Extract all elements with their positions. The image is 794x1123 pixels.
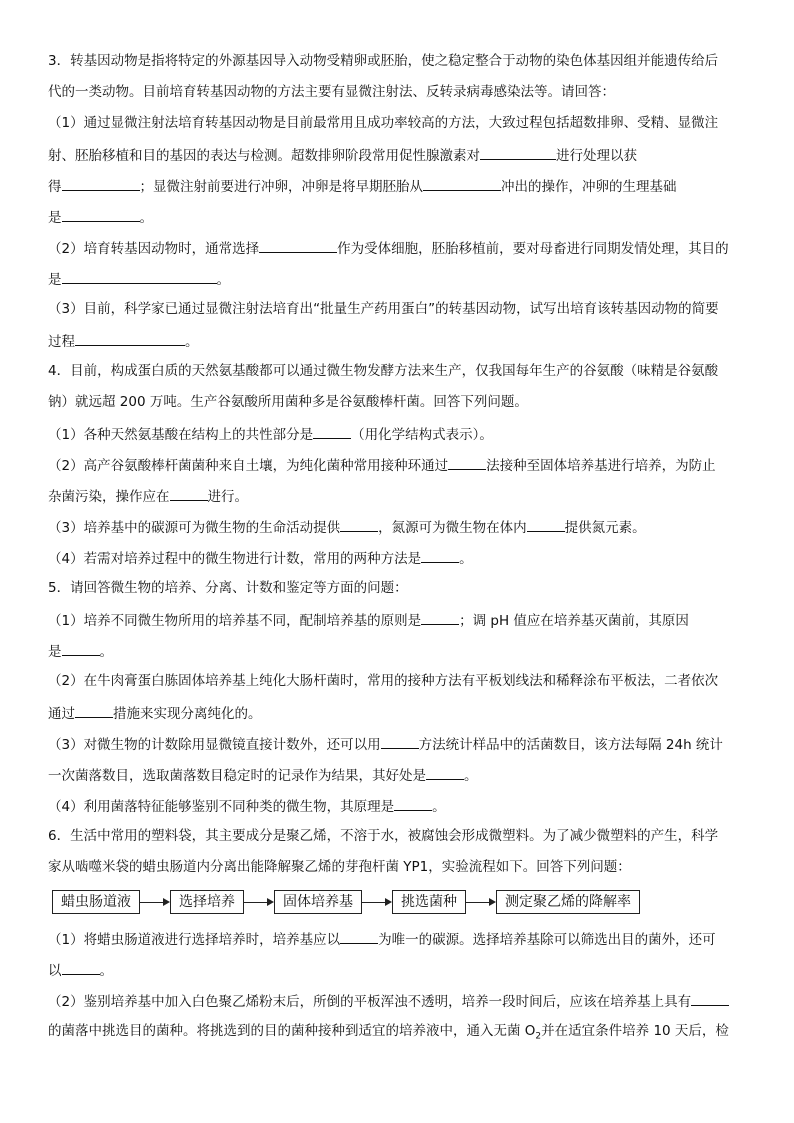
experiment-flowchart: [52, 889, 754, 915]
answer-blank[interactable]: [480, 145, 556, 160]
q5-line-3: [48, 641, 754, 660]
q3-line-9: （3）目前，科学家已通过显微注射法培育出“批量生产药用蛋白”的转基因动物，试写出培育该转基因动物的简要: [48, 301, 719, 317]
q4-line-5: [48, 486, 754, 505]
answer-blank[interactable]: [394, 796, 432, 811]
text: 射、胚胎移植和目的基因的表达与检测。超数排卵阶段常用促性腺激素对: [48, 148, 480, 164]
text: 一次菌落数目，选取菌落数目稳定时的记录作为结果，其好处是: [48, 768, 426, 784]
text: 的菌落中挑选目的菌种。将挑选到的目的菌种接种到适宜的培养液中，通入无菌 O: [48, 1023, 536, 1039]
text: 。: [459, 551, 473, 567]
text: ，氮源可为微生物在体内: [378, 520, 527, 536]
arrow-icon: [140, 898, 170, 906]
flow-step-3: 固体培养基: [274, 890, 362, 914]
text: 是: [48, 210, 62, 226]
q5-line-6: [48, 734, 754, 753]
text: （2）高产谷氨酸棒杆菌菌种来自土壤，为纯化菌种常用接种环通过: [48, 458, 449, 474]
answer-blank[interactable]: [448, 455, 486, 470]
q3-line-6: [48, 207, 754, 226]
text: （2）培育转基因动物时，通常选择: [48, 241, 260, 257]
text: 以: [48, 963, 62, 979]
q4-line-6: [48, 517, 754, 536]
q6-line-4: [48, 960, 754, 979]
text: 是: [48, 272, 62, 288]
flow-step-1: 蜡虫肠道液: [52, 890, 140, 914]
q5-line-5: [48, 703, 754, 722]
text: 过程: [48, 334, 75, 350]
text: （1）培养不同微生物所用的培养基不同，配制培养基的原则是: [48, 613, 422, 629]
text: 是: [48, 644, 62, 660]
q6-line-6: [48, 1022, 754, 1041]
text: （3）培养基中的碳源可为微生物的生命活动提供: [48, 520, 341, 536]
q6-line-3: [48, 929, 754, 948]
text: 。: [99, 644, 113, 660]
arrow-icon: [466, 898, 496, 906]
q4-line-2: 钠）就远超 200 万吨。生产谷氨酸所用菌种多是谷氨酸棒杆菌。回答下列问题。: [48, 394, 528, 410]
text: （用化学结构式表示）。: [351, 427, 493, 443]
q5-line-7: [48, 765, 754, 784]
answer-blank[interactable]: [313, 424, 351, 439]
arrow-icon: [244, 898, 274, 906]
answer-blank[interactable]: [340, 517, 378, 532]
text: 。: [139, 210, 153, 226]
q5-line-8: [48, 796, 754, 815]
text: ；显微注射前要进行冲卵，冲卵是将早期胚胎从: [139, 179, 423, 195]
text: 。: [432, 799, 446, 815]
answer-blank[interactable]: [62, 269, 217, 284]
arrow-icon: [362, 898, 392, 906]
text: 法接种至固体培养基进行培养，为防止: [486, 458, 716, 474]
text: 。: [99, 963, 113, 979]
answer-blank[interactable]: [381, 734, 419, 749]
text: 通过: [48, 706, 75, 722]
text: 提供氮元素。: [564, 520, 646, 536]
q3-line-5: [48, 176, 754, 195]
q3-line-7: [48, 238, 754, 257]
document-page: [48, 52, 754, 1053]
text: 杂菌污染，操作应在: [48, 489, 170, 505]
q5-line-1: 5．请回答微生物的培养、分离、计数和鉴定等方面的问题：: [48, 580, 408, 596]
answer-blank[interactable]: [259, 238, 337, 253]
answer-blank[interactable]: [75, 331, 185, 346]
text: 得: [48, 179, 62, 195]
text: ；调 pH 值应在培养基灭菌前，其原因: [459, 613, 689, 629]
answer-blank[interactable]: [421, 548, 459, 563]
q3-line-1: 3．转基因动物是指将特定的外源基因导入动物受精卵或胚胎，使之稳定整合于动物的染色体基因组并能遗传给后: [48, 53, 719, 69]
q4-line-1: 4．目前，构成蛋白质的天然氨基酸都可以通过微生物发酵方法来生产，仅我国每年生产的谷氨酸（味精是谷氨酸: [48, 363, 719, 379]
q6-line-2: 家从啮噬米袋的蜡虫肠道内分离出能降解聚乙烯的芽孢杆菌 YP1，实验流程如下。回答下列问题：: [48, 859, 631, 875]
answer-blank[interactable]: [340, 929, 378, 944]
text: （4）利用菌落特征能够鉴别不同种类的微生物，其原理是: [48, 799, 395, 815]
text: 并在适宜条件培养 10 天后，检: [541, 1023, 729, 1039]
text: 冲出的操作，冲卵的生理基础: [501, 179, 677, 195]
q3-line-8: [48, 269, 754, 288]
flow-step-5: 测定聚乙烯的降解率: [496, 890, 640, 914]
text: 为唯一的碳源。选择培养基除可以筛选出目的菌外，还可: [378, 932, 716, 948]
text: （2）鉴别培养基中加入白色聚乙烯粉末后，所倒的平板浑浊不透明，培养一段时间后，应该在培养基上具有: [48, 994, 692, 1010]
text: （4）若需对培养过程中的微生物进行计数，常用的两种方法是: [48, 551, 422, 567]
q6-line-1: 6．生活中常用的塑料袋，其主要成分是聚乙烯，不溶于水，被腐蚀会形成微塑料。为了减少微塑料的产生，科学: [48, 828, 719, 844]
answer-blank[interactable]: [62, 207, 140, 222]
text: 。: [464, 768, 478, 784]
q3-line-10: [48, 331, 754, 350]
answer-blank[interactable]: [62, 960, 100, 975]
answer-blank[interactable]: [691, 991, 729, 1006]
q3-line-3: （1）通过显微注射法培育转基因动物是目前最常用且成功率较高的方法，大致过程包括超数排卵、受精、显微注: [48, 115, 719, 131]
text: （3）对微生物的计数除用显微镜直接计数外，还可以用: [48, 737, 381, 753]
text: 方法统计样品中的活菌数目，该方法每隔 24h 统计: [418, 737, 723, 753]
q6-line-5: [48, 991, 754, 1010]
answer-blank[interactable]: [62, 641, 100, 656]
text: 进行。: [207, 489, 248, 505]
q4-line-7: [48, 548, 754, 567]
answer-blank[interactable]: [421, 610, 459, 625]
text: 作为受体细胞，胚胎移植前，要对母畜进行同期发情处理，其目的: [337, 241, 729, 257]
text: 。: [185, 334, 199, 350]
text: （1）各种天然氨基酸在结构上的共性部分是: [48, 427, 314, 443]
q3-line-2: 代的一类动物。目前培育转基因动物的方法主要有显微注射法、反转录病毒感染法等。请回答：: [48, 84, 615, 100]
text: 措施来实现分离纯化的。: [113, 706, 262, 722]
answer-blank[interactable]: [75, 703, 113, 718]
answer-blank[interactable]: [527, 517, 565, 532]
flow-step-2: 选择培养: [170, 890, 244, 914]
q4-line-3: [48, 424, 754, 443]
answer-blank[interactable]: [423, 176, 501, 191]
q3-line-4: [48, 145, 754, 164]
subscript: 2: [535, 1031, 542, 1041]
answer-blank[interactable]: [170, 486, 208, 501]
q4-line-4: [48, 455, 754, 474]
answer-blank[interactable]: [426, 765, 464, 780]
text: 进行处理以获: [556, 148, 637, 164]
text: （1）将蜡虫肠道液进行选择培养时，培养基应以: [48, 932, 341, 948]
text: 。: [216, 272, 230, 288]
flow-step-4: 挑选菌种: [392, 890, 466, 914]
answer-blank[interactable]: [62, 176, 140, 191]
q5-line-4: （2）在牛肉膏蛋白胨固体培养基上纯化大肠杆菌时，常用的接种方法有平板划线法和稀释涂布平板法，二者依次: [48, 673, 719, 689]
q5-line-2: [48, 610, 754, 629]
